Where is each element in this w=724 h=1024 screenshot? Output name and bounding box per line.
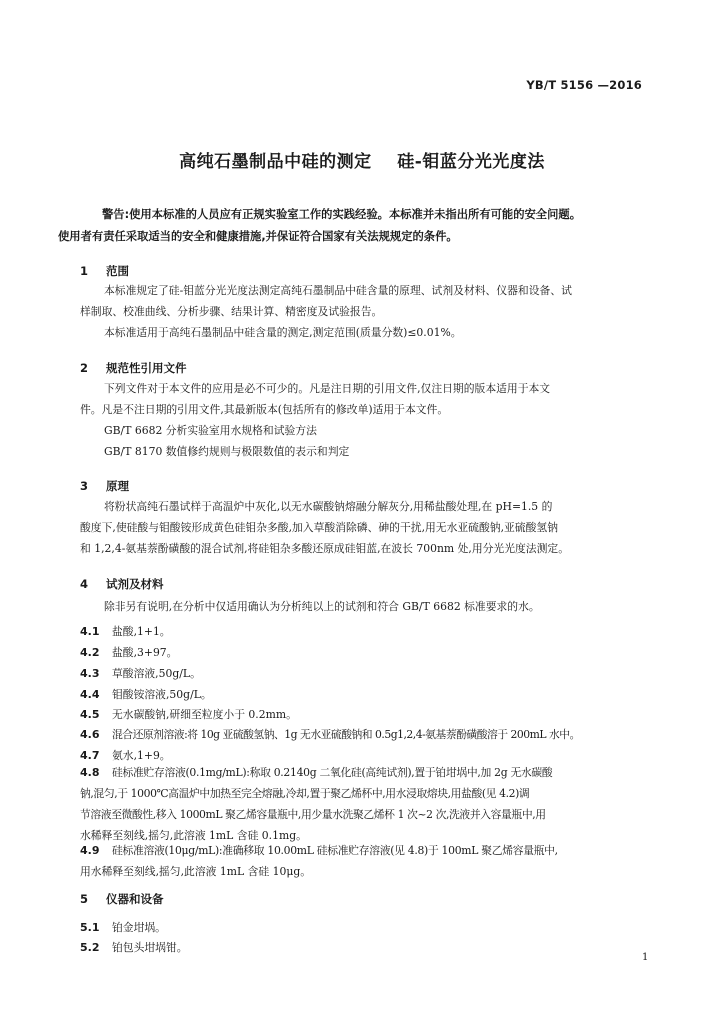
section-number: 1 — [80, 264, 89, 278]
section-title: 范围 — [106, 264, 129, 278]
item-text: 硅标准贮存溶液(0.1mg/mL):称取 0.2140g 二氧化硅(高纯试剂),置于铂坩埚中,加 2g 无水碳酸 — [112, 766, 553, 779]
paragraph-line: 下列文件对于本文件的应用是必不可少的。凡是注日期的引用文件,仅注日期的版本适用于本文 — [104, 382, 551, 395]
paragraph-line: 样制取、校准曲线、分析步骤、结果计算、精密度及试验报告。 — [80, 305, 383, 318]
paragraph-line: 钠,混匀,于 1000℃高温炉中加热至完全熔融,冷却,置于聚乙烯杯中,用水浸取熔块,用盐酸(见 4.2)调 — [80, 787, 530, 800]
list-item — [80, 624, 171, 639]
item-text: 混合还原剂溶液:将 10g 亚硫酸氢钠、1g 无水亚硫酸钠和 0.5g1,2,4-氨基萘酚磺酸溶于 200mL 水中。 — [112, 728, 580, 741]
section-number: 3 — [80, 479, 89, 493]
list-item — [80, 940, 188, 955]
section-number: 4 — [80, 577, 89, 591]
list-item — [80, 920, 166, 935]
paragraph-line: 本标准适用于高纯石墨制品中硅含量的测定,测定范围(质量分数)≤0.01%。 — [104, 326, 462, 339]
item-text: 草酸溶液,50g/L。 — [112, 667, 201, 680]
warning-paragraph — [58, 204, 660, 248]
section-title: 试剂及材料 — [106, 577, 164, 591]
section-5-heading — [80, 891, 164, 907]
item-number: 4.4 — [80, 688, 100, 701]
item-text: 氨水,1+9。 — [112, 749, 171, 762]
page-number: 1 — [642, 952, 649, 963]
list-item — [80, 666, 201, 681]
list-item — [80, 707, 297, 722]
item-text: 铂包头坩埚钳。 — [112, 941, 188, 954]
warning-line: 警告:使用本标准的人员应有正规实验室工作的实践经验。本标准并未指出所有可能的安全问题。 — [102, 208, 581, 221]
section-1-body — [80, 280, 572, 343]
item-number: 5.2 — [80, 941, 100, 954]
section-number: 2 — [80, 361, 89, 375]
item-text: 铂金坩埚。 — [112, 921, 166, 934]
paragraph-line: 和 1,2,4-氨基萘酚磺酸的混合试剂,将硅钼杂多酸还原成硅钼蓝,在波长 700nm 处,用分光光度法测定。 — [80, 542, 569, 555]
section-2-heading — [80, 360, 187, 376]
paragraph-line: 水稀释至刻线,摇匀,此溶液 1mL 含硅 0.1mg。 — [80, 829, 307, 842]
paragraph-line: 本标准规定了硅-钼蓝分光光度法测定高纯石墨制品中硅含量的原理、试剂及材料、仪器和设备、试 — [104, 284, 572, 297]
document-title: 高纯石墨制品中硅的测定 硅-钼蓝分光光度法 — [179, 152, 545, 172]
list-item-4-8 — [80, 762, 552, 846]
paragraph-line — [80, 840, 558, 861]
section-title: 规范性引用文件 — [106, 361, 187, 375]
list-item — [80, 748, 171, 763]
standard-number: YB/T 5156 —2016 — [526, 78, 642, 92]
item-text: 钼酸铵溶液,50g/L。 — [112, 688, 212, 701]
section-3-heading — [80, 478, 129, 494]
item-number: 4.5 — [80, 708, 100, 721]
item-number: 4.9 — [80, 844, 100, 857]
section-title: 原理 — [106, 479, 129, 493]
item-text: 盐酸,3+97。 — [112, 646, 178, 659]
paragraph-line — [80, 762, 552, 783]
section-2-body — [80, 378, 550, 462]
item-number: 4.8 — [80, 766, 100, 779]
item-number: 4.1 — [80, 625, 100, 638]
paragraph-line: 节溶液至微酸性,移入 1000mL 聚乙烯容量瓶中,用少量水洗聚乙烯杯 1 次~2 次,洗液并入容量瓶中,用 — [80, 808, 546, 821]
list-item-4-9 — [80, 840, 558, 882]
item-number: 4.7 — [80, 749, 100, 762]
paragraph-line: 用水稀释至刻线,摇匀,此溶液 1mL 含硅 10μg。 — [80, 865, 312, 878]
section-4-heading — [80, 576, 164, 592]
item-text: 盐酸,1+1。 — [112, 625, 171, 638]
reference-gbt8170: GB/T 8170 数值修约规则与极限数值的表示和判定 — [104, 445, 350, 458]
paragraph-line: 将粉状高纯石墨试样于高温炉中灰化,以无水碳酸钠熔融分解灰分,用稀盐酸处理,在 pH=1.5 的 — [104, 500, 553, 513]
reference-gbt6682: GB/T 6682 分析实验室用水规格和试验方法 — [104, 424, 317, 437]
section-1-heading — [80, 263, 129, 279]
item-text: 无水碳酸钠,研细至粒度小于 0.2mm。 — [112, 708, 297, 721]
section-title: 仪器和设备 — [106, 892, 164, 906]
paragraph-line: 酸度下,使硅酸与钼酸铵形成黄色硅钼杂多酸,加入草酸消除磷、砷的干扰,用无水亚硫酸钠,亚硫酸氢钠 — [80, 521, 558, 534]
warning-line: 使用者有责任采取适当的安全和健康措施,并保证符合国家有关法规规定的条件。 — [58, 230, 458, 243]
list-item — [80, 727, 580, 742]
item-number: 4.6 — [80, 728, 100, 741]
paragraph-line: 件。凡是不注日期的引用文件,其最新版本(包括所有的修改单)适用于本文件。 — [80, 403, 449, 416]
item-text: 硅标准溶液(10μg/mL):准确移取 10.00mL 硅标准贮存溶液(见 4.8)于 100mL 聚乙烯容量瓶中, — [112, 844, 558, 857]
section-3-body — [80, 496, 569, 559]
list-item — [80, 645, 177, 660]
list-item — [80, 687, 212, 702]
section-number: 5 — [80, 892, 89, 906]
item-number: 5.1 — [80, 921, 100, 934]
item-number: 4.3 — [80, 667, 100, 680]
section-4-intro: 除非另有说明,在分析中仅适用确认为分析纯以上的试剂和符合 GB/T 6682 标准要求的水。 — [104, 600, 540, 613]
item-number: 4.2 — [80, 646, 100, 659]
